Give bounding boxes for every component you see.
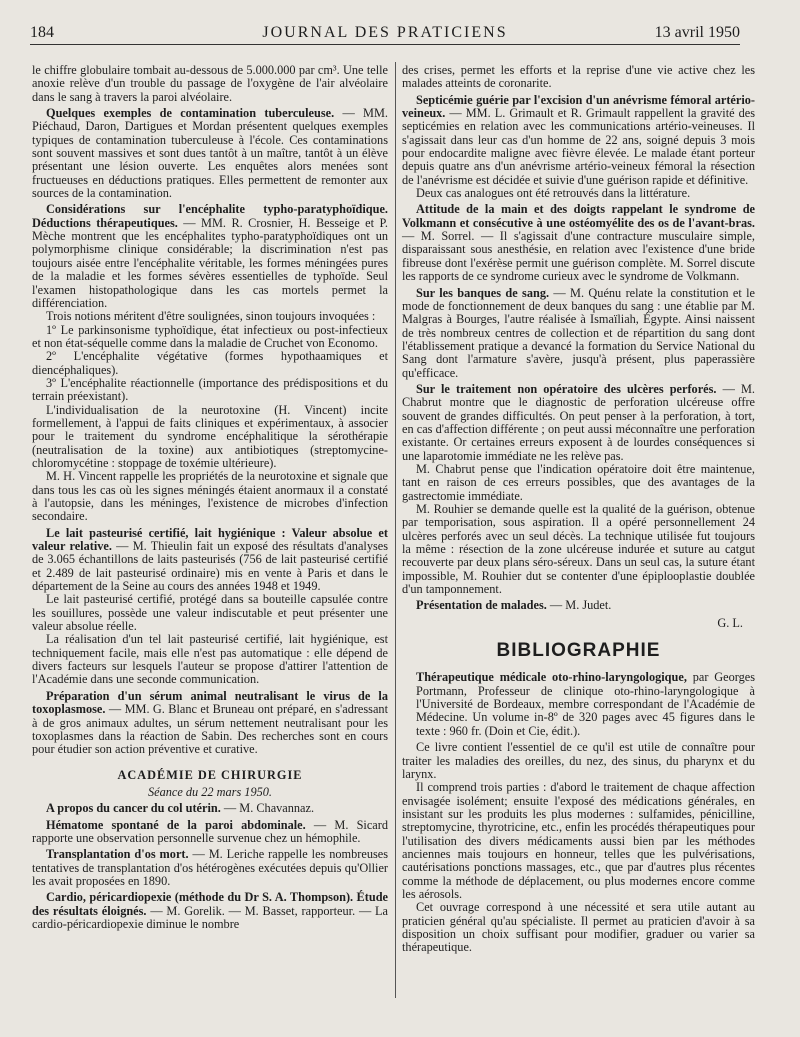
paragraph: Deux cas analogues ont été retrouvés dans la littérature. xyxy=(416,186,691,201)
paragraph: M. Rouhier se demande quelle est la qualité de la guérison, obtenue par temporisation, sous aspiration. Il a opéré personnellement 24 ulcères perforés avec un seul décès. La technique utilisée fut toujours la même : résection de la zone ulcéreuse indurée et suture au catgut recouverte par deux plans séro-séreux. Dans un seul cas, la suture étant impossible, M. Rouhier dut se contenter d'une épiplooplastie doublée d'un tamponnement. xyxy=(402,502,755,597)
list-item: 2º L'encéphalite végétative (formes hypothaamiques et diencéphaliques). xyxy=(32,349,388,377)
left-column xyxy=(32,64,388,931)
session-date: Séance du 22 mars 1950. xyxy=(148,784,272,799)
article-entry xyxy=(32,848,388,888)
article-title: Préparation d'un sérum animal neutralisant le virus de la toxoplasmose. xyxy=(32,688,388,717)
article-entry xyxy=(32,690,388,757)
paragraph: Trois notions méritent d'être soulignées, sinon toujours invoquées : xyxy=(46,309,376,324)
book-entry xyxy=(402,671,755,738)
article-entry xyxy=(402,94,755,187)
article-title: Transplantation d'os mort. xyxy=(46,847,189,862)
article-title: Quelques exemples de contamination tuberculeuse. xyxy=(46,106,335,121)
paragraph: M. Chabrut pense que l'indication opératoire doit être maintenue, tant en raison de ces erreurs possibles, que des avantages de la gastrectomie immédiate. xyxy=(402,461,755,503)
article-text: — MM. L. Grimault et R. Grimault rappellent la gravité des septicémies en relation avec les communications artério-veineuses. Il s'agissait dans leur cas d'un homme de 22 ans, soigné depuis 3 mois pour endocardite maligne avec fièvre élevée. Le malade étant porteur depuis quatre ans d'un anévrisme artério-veineux fémoral la résection de l'anévrisme est décidée et suivie d'une guérison rapide et définitive. xyxy=(402,106,755,187)
signature: G. L. xyxy=(717,615,743,630)
paragraph: Cet ouvrage correspond à une nécessité et sera utile autant au praticien général qu'au spécialiste. Il permet au praticien d'avoir à sa disposition un choix suffisant pour modifier, graduer ou varier sa thérapeutique. xyxy=(402,900,755,955)
article-text: — M. Gorelik. — M. Basset, rapporteur. — La cardio-péricardiopexie diminue le nombre xyxy=(32,903,389,931)
article-entry xyxy=(32,802,388,815)
book-details: par Georges Portmann, Professeur de clinique oto-rhino-laryngologique à l'Université de Bordeaux, membre correspondant de l'Académie de Médecine. Un volume in-8º de 320 pages avec 45 figures dans le texte : 960 fr. (Doin et Cie, édit.). xyxy=(416,670,755,738)
article-text: — M. Chabrut montre que le diagnostic de perforation ulcéreuse offre souvent de grandes difficultés. On peut penser à la perforation, à tort, en cas d'affection différente ; on peut aussi méconnaître une perforation existante. Or certaines erreurs exposent à de lourdes conséquences si une laparotomie immédiate ne les relève pas. xyxy=(402,381,755,463)
article-title: A propos du cancer du col utérin. xyxy=(46,801,221,816)
article-entry xyxy=(402,383,755,463)
article-title: Sur le traitement non opératoire des ulcères perforés. xyxy=(416,381,717,396)
article-title: Septicémie guérie par l'excision d'un anévrisme fémoral artério-veineux. xyxy=(402,92,755,121)
article-text: — MM. R. Crosnier, H. Besseige et P. Mèche montrent que les encéphalites typho-paratyphoïdiques ont un polymorphisme clinique considérable; la discrimination n'est pas toujours aisée entre l'encéphalite véritable, les formes méningées pures de la maladie et les formes sévères essentielles de typhoïde. Seul l'examen histopathologique dans les cas mortels permet la différenciation. xyxy=(32,215,388,310)
article-entry xyxy=(32,819,388,846)
article-title: Hématome spontané de la paroi abdominale. xyxy=(46,817,306,832)
article-title: Présentation de malades. xyxy=(416,598,547,613)
article-text: — M. Leriche rappelle les nombreuses tentatives de transplantation d'os hétérogènes exécutées depuis qu'Ollier les avait proposées en 1890. xyxy=(32,847,388,888)
book-title: Thérapeutique médicale oto-rhino-laryngologique, xyxy=(416,670,687,685)
article-title: Considérations sur l'encéphalite typho-paratyphoïdique. Déductions thérapeutiques. xyxy=(32,202,388,230)
paragraph: Il comprend trois parties : d'abord le traitement de chaque affection envisagée isolément; ensuite l'exposé des médications générales, en insistant sur les produits les plus modernes : sulfamides, pénicilline, streptomycine, thyrotricine, etc., enfin les procédés thérapeutiques pour l'utilisation des divers médicaments aussi bien par les méthodes anciennes mais toujours en honneur, telles que les pulvérisations, cautérisations ponctions massages, etc., que par d'autres plus récentes comme la méthode de déplacement, ou plus modernes encore comme les aérosols. xyxy=(402,780,755,901)
article-text: — M. Quénu relate la constitution et le mode de fonctionnement de deux banques du sang : une établie par M. Malgras à Bourges, l'autre réalisée à Ismaïliah, Égypte. Ainsi naissent de très nombreux centres de collection et de répartition du sang dont l'établissement pratique a devancé la formation du Service National du Sang dont l'armature s'avère, jusqu'à présent, plus paperassière qu'efficace. xyxy=(402,285,755,380)
article-text: — M. Chavannaz. xyxy=(220,801,315,816)
page-number: 184 xyxy=(30,24,54,41)
article-title: Cardio, péricardiopexie (méthode du Dr S. A. Thompson). Étude des résultats éloignés. xyxy=(32,890,388,918)
article-text: — MM. Piéchaud, Daron, Dartigues et Mordan présentent quelques exemples typiques de contamination tuberculeuse à l'école. Ces contaminations sont souvent massives et sont dues tantôt à un maître, tantôt à un élève présentant une lésion ouverte. Les enquêtes alors menées sont fructueuses en déductions pratiques. Elles permettent de remonter aux sources de la contamination. xyxy=(32,106,389,201)
right-column xyxy=(402,64,755,955)
bibliography-heading: BIBLIOGRAPHIE xyxy=(496,640,661,662)
article-entry xyxy=(32,107,388,200)
article-title: Attitude de la main et des doigts rappelant le syndrome de Volkmann et consécutive à une ostéomyélite des os de l'avant-bras. xyxy=(402,202,755,230)
article-text: — MM. G. Blanc et Bruneau ont préparé, en s'adressant à de gros animaux adultes, un sérum nettement neutralisant pour les toxoplasmes dans la réaction de Sabin. Des recherches sont en cours pour étudier son action préventive et curative. xyxy=(32,702,388,757)
column-divider xyxy=(395,62,396,998)
paragraph: Le lait pasteurisé certifié, protégé dans sa bouteille capsulée contre les souillures, possède une valeur indiscutable et peut présenter une valeur absolue réelle. xyxy=(32,592,388,634)
list-item: 3º L'encéphalite réactionnelle (importance des prédispositions et du terrain préexistant). xyxy=(32,375,388,404)
paragraph: des crises, permet les efforts et la reprise d'une vie active chez les malades atteints de coronarite. xyxy=(402,63,755,91)
section-heading: ACADÉMIE DE CHIRURGIE xyxy=(117,767,303,782)
paragraph: L'individualisation de la neurotoxine (H. Vincent) incite formellement, à l'appui de faits cliniques et expérimentaux, à associer pour le traitement du syndrome encéphalitique la sérothérapie (neutralisation de la toxine) aux antibiotiques (streptomycine-chloromycétine : stoppage de toxémie ultérieure). xyxy=(32,402,388,470)
article-text: — M. Sorrel. — Il s'agissait d'une contracture musculaire simple, disparaissant sous anesthésie, en relation avec l'existence d'une bride fibreuse dont l'exérèse permit une guérison complète. M. Sorrel discute les rapports de ce syndrome curieux avec le syndrome de Volkmann. xyxy=(402,229,755,284)
journal-title: JOURNAL DES PRATICIENS xyxy=(262,24,508,41)
paragraph: La réalisation d'un tel lait pasteurisé certifié, lait hygiénique, est techniquement facile, mais elle n'est pas automatique : elle dépend de divers facteurs sur lesquels l'auteur se propose d'attirer l'attention de l'Académie dans une seconde communication. xyxy=(32,632,388,687)
page-header xyxy=(30,22,740,45)
article-entry xyxy=(32,203,388,310)
article-title: Sur les banques de sang. xyxy=(416,285,550,300)
paragraph: Ce livre contient l'essentiel de ce qu'il est utile de connaître pour traiter les maladies des oreilles, du nez, des sinus, du pharynx et du larynx. xyxy=(402,740,755,781)
article-text: — M. Judet. xyxy=(546,598,612,613)
article-text: — M. Thieulin fait un exposé des résultats d'analyses de 3.065 échantillons de laits pasteurisés (756 de lait pasteurisé certifié et 2.489 de lait pasteurisé ordinaire) mis en vente à Paris et dans le département de la Seine au cours des années 1948 et 1949. xyxy=(32,539,388,594)
article-entry xyxy=(402,599,755,612)
list-item: 1º Le parkinsonisme typhoïdique, état infectieux ou post-infectieux et non état-séquelle comme dans la maladie de Cruchet von Economo. xyxy=(32,322,388,350)
issue-date: 13 avril 1950 xyxy=(654,24,740,41)
article-entry xyxy=(32,891,388,931)
article-entry xyxy=(402,203,755,283)
article-entry xyxy=(402,287,755,380)
paragraph: le chiffre globulaire tombait au-dessous de 5.000.000 par cm³. Une telle anoxie relève d'un trouble du passage de l'oxygène de l'air alvéolaire dans le sang à travers la paroi alvéolaire. xyxy=(32,63,388,104)
paragraph: M. H. Vincent rappelle les propriétés de la neurotoxine et signale que dans tous les cas où les signes méningés étaient anormaux il a constaté à l'autopsie, dans les méninges, l'existence de microbes d'infection secondaire. xyxy=(32,469,388,524)
article-entry xyxy=(32,527,388,594)
article-text: — M. Sicard rapporte une observation personnelle survenue chez un hémophile. xyxy=(32,817,388,845)
article-title: Le lait pasteurisé certifié, lait hygiénique : Valeur absolue et valeur relative. xyxy=(32,525,388,554)
